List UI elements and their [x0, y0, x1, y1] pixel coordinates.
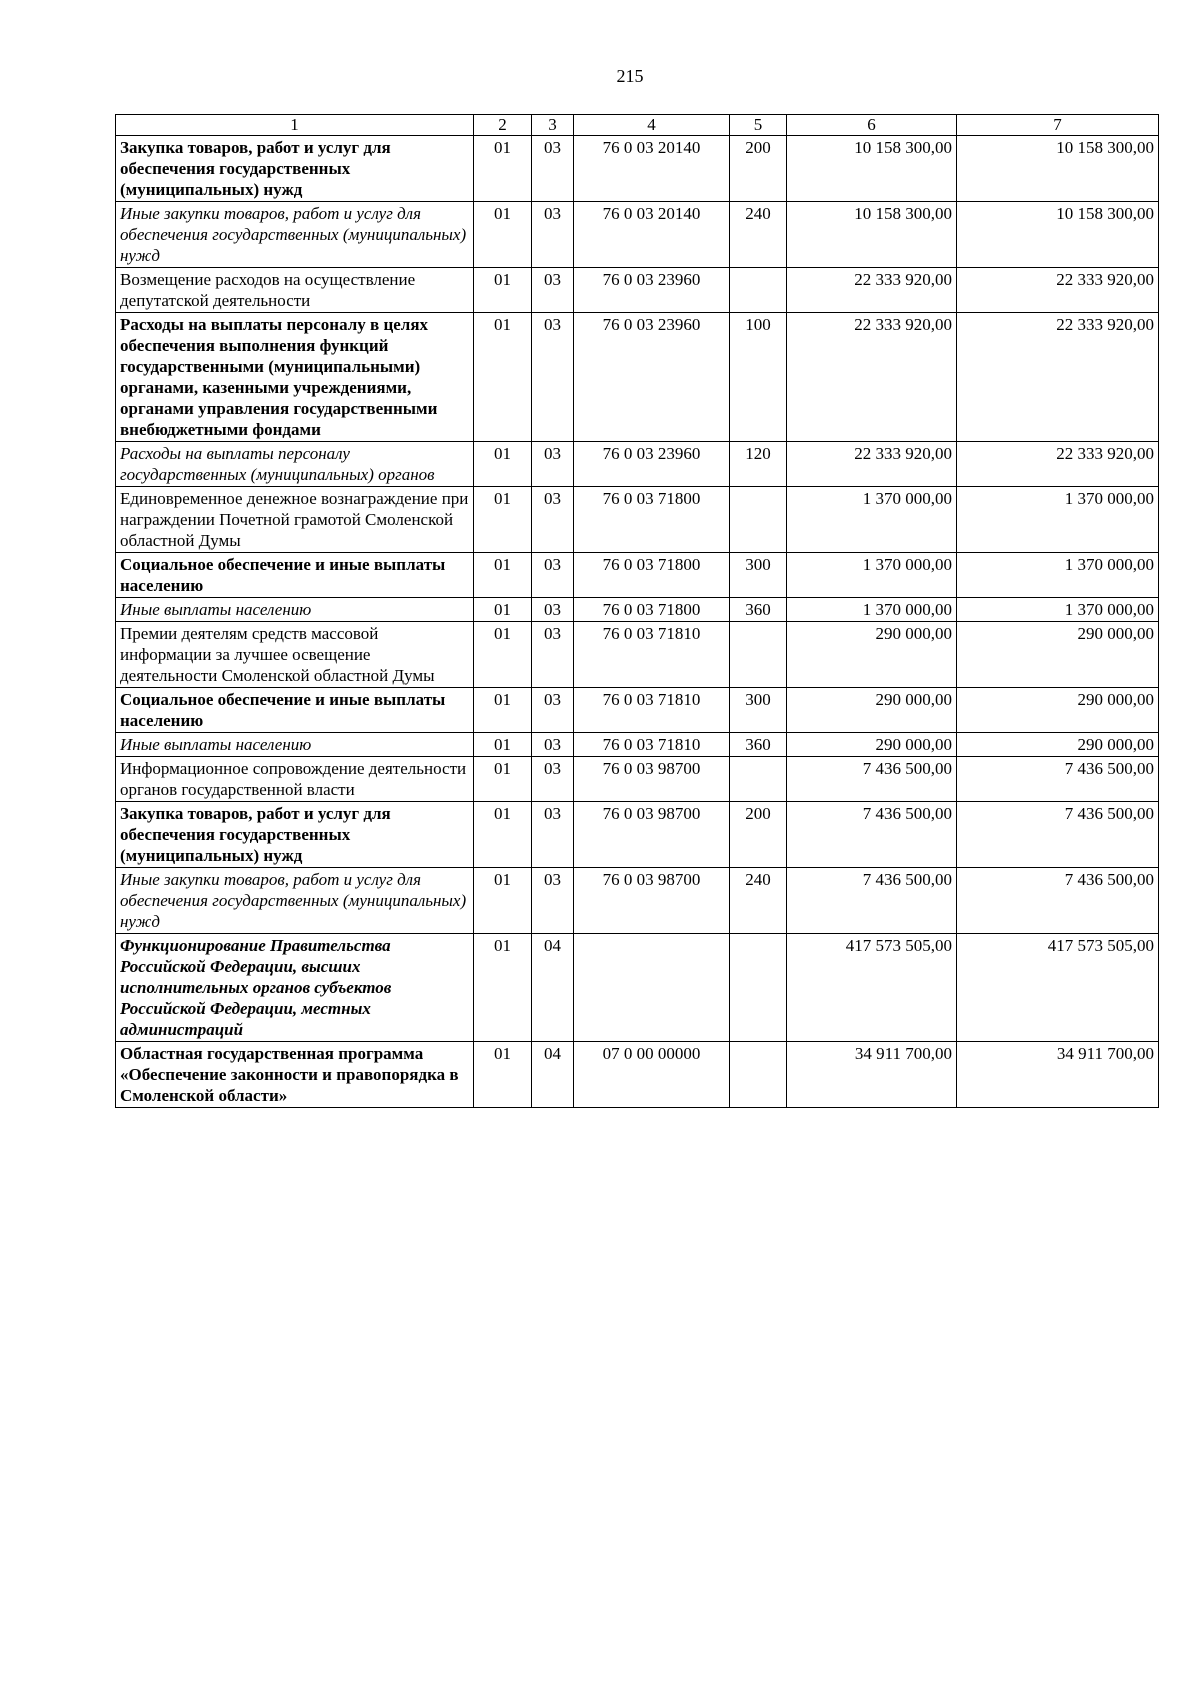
row-expense-type: [730, 934, 787, 1042]
row-description: Иные закупки товаров, работ и услуг для обеспечения государственных (муниципальных) нужд: [116, 868, 474, 934]
row-expense-type: 240: [730, 202, 787, 268]
row-amount-col7: 22 333 920,00: [957, 268, 1159, 313]
row-expense-type: [730, 622, 787, 688]
row-target-code: 76 0 03 71810: [574, 733, 730, 757]
row-subsection-code: 03: [532, 553, 574, 598]
row-subsection-code: 03: [532, 487, 574, 553]
row-subsection-code: 03: [532, 622, 574, 688]
row-description: Областная государственная программа «Обеспечение законности и правопорядка в Смоленской области»: [116, 1042, 474, 1108]
row-amount-col7: 10 158 300,00: [957, 136, 1159, 202]
row-section-code: 01: [474, 136, 532, 202]
row-amount-col6: 10 158 300,00: [787, 136, 957, 202]
row-description: Расходы на выплаты персоналу в целях обеспечения выполнения функций государственными (муниципальными) органами, казенными учреждениями, органами управления государственными внебюджетными фондами: [116, 313, 474, 442]
row-description: Социальное обеспечение и иные выплаты населению: [116, 553, 474, 598]
row-amount-col7: 10 158 300,00: [957, 202, 1159, 268]
row-section-code: 01: [474, 802, 532, 868]
column-header-4: 4: [574, 115, 730, 136]
row-amount-col6: 1 370 000,00: [787, 598, 957, 622]
row-subsection-code: 03: [532, 136, 574, 202]
row-amount-col7: 290 000,00: [957, 622, 1159, 688]
row-amount-col7: 1 370 000,00: [957, 553, 1159, 598]
row-expense-type: 200: [730, 802, 787, 868]
row-amount-col6: 22 333 920,00: [787, 268, 957, 313]
row-expense-type: [730, 268, 787, 313]
table-row: [116, 688, 1159, 733]
row-description: Функционирование Правительства Российской Федерации, высших исполнительных органов субъектов Российской Федерации, местных администраций: [116, 934, 474, 1042]
row-section-code: 01: [474, 688, 532, 733]
row-expense-type: 300: [730, 553, 787, 598]
row-section-code: 01: [474, 313, 532, 442]
row-section-code: 01: [474, 622, 532, 688]
row-expense-type: 300: [730, 688, 787, 733]
table-row: [116, 934, 1159, 1042]
row-subsection-code: 03: [532, 868, 574, 934]
row-target-code: 76 0 03 23960: [574, 268, 730, 313]
row-expense-type: 360: [730, 598, 787, 622]
row-target-code: 76 0 03 20140: [574, 202, 730, 268]
row-description: Иные выплаты населению: [116, 598, 474, 622]
row-amount-col7: 7 436 500,00: [957, 868, 1159, 934]
row-subsection-code: 03: [532, 442, 574, 487]
row-section-code: 01: [474, 268, 532, 313]
table-body: [116, 115, 1159, 1108]
row-amount-col7: 1 370 000,00: [957, 598, 1159, 622]
row-description: Информационное сопровождение деятельности органов государственной власти: [116, 757, 474, 802]
row-target-code: 76 0 03 71800: [574, 487, 730, 553]
page-number: 215: [616, 66, 644, 86]
row-section-code: 01: [474, 934, 532, 1042]
row-amount-col6: 22 333 920,00: [787, 442, 957, 487]
row-subsection-code: 04: [532, 934, 574, 1042]
column-header-6: 6: [787, 115, 957, 136]
row-subsection-code: 04: [532, 1042, 574, 1108]
row-description: Социальное обеспечение и иные выплаты населению: [116, 688, 474, 733]
row-expense-type: [730, 487, 787, 553]
row-target-code: 76 0 03 23960: [574, 313, 730, 442]
table-row: [116, 622, 1159, 688]
row-amount-col7: 7 436 500,00: [957, 757, 1159, 802]
row-expense-type: 240: [730, 868, 787, 934]
table-row: [116, 733, 1159, 757]
row-amount-col6: 7 436 500,00: [787, 868, 957, 934]
row-section-code: 01: [474, 202, 532, 268]
row-subsection-code: 03: [532, 598, 574, 622]
column-header-7: 7: [957, 115, 1159, 136]
row-target-code: 76 0 03 71810: [574, 622, 730, 688]
row-description: Единовременное денежное вознаграждение при награждении Почетной грамотой Смоленской областной Думы: [116, 487, 474, 553]
row-target-code: 76 0 03 71800: [574, 598, 730, 622]
row-amount-col6: 10 158 300,00: [787, 202, 957, 268]
column-header-1: 1: [116, 115, 474, 136]
table-row: [116, 202, 1159, 268]
row-section-code: 01: [474, 757, 532, 802]
row-target-code: 76 0 03 98700: [574, 868, 730, 934]
row-description: Иные закупки товаров, работ и услуг для обеспечения государственных (муниципальных) нужд: [116, 202, 474, 268]
table-row: [116, 598, 1159, 622]
row-description: Иные выплаты населению: [116, 733, 474, 757]
row-target-code: 76 0 03 71810: [574, 688, 730, 733]
row-amount-col6: 417 573 505,00: [787, 934, 957, 1042]
row-section-code: 01: [474, 487, 532, 553]
row-target-code: 07 0 00 00000: [574, 1042, 730, 1108]
row-subsection-code: 03: [532, 688, 574, 733]
table-row: [116, 136, 1159, 202]
table-row: [116, 268, 1159, 313]
table-row: [116, 553, 1159, 598]
row-expense-type: 200: [730, 136, 787, 202]
row-amount-col6: 7 436 500,00: [787, 802, 957, 868]
table-row: [116, 1042, 1159, 1108]
row-amount-col6: 290 000,00: [787, 733, 957, 757]
row-amount-col7: 22 333 920,00: [957, 442, 1159, 487]
row-amount-col7: 7 436 500,00: [957, 802, 1159, 868]
row-amount-col7: 290 000,00: [957, 733, 1159, 757]
row-subsection-code: 03: [532, 802, 574, 868]
table-row: [116, 442, 1159, 487]
row-subsection-code: 03: [532, 313, 574, 442]
row-expense-type: [730, 757, 787, 802]
row-description: Премии деятелям средств массовой информации за лучшее освещение деятельности Смоленской областной Думы: [116, 622, 474, 688]
budget-table: [115, 114, 1159, 1108]
table-row: [116, 802, 1159, 868]
row-expense-type: 100: [730, 313, 787, 442]
row-section-code: 01: [474, 733, 532, 757]
table-row: [116, 757, 1159, 802]
row-target-code: 76 0 03 98700: [574, 802, 730, 868]
row-section-code: 01: [474, 442, 532, 487]
row-target-code: 76 0 03 71800: [574, 553, 730, 598]
row-amount-col7: 1 370 000,00: [957, 487, 1159, 553]
row-expense-type: [730, 1042, 787, 1108]
table-row: [116, 313, 1159, 442]
row-section-code: 01: [474, 598, 532, 622]
row-amount-col6: 1 370 000,00: [787, 487, 957, 553]
row-amount-col6: 290 000,00: [787, 622, 957, 688]
row-subsection-code: 03: [532, 757, 574, 802]
column-header-3: 3: [532, 115, 574, 136]
row-amount-col7: 417 573 505,00: [957, 934, 1159, 1042]
row-description: Закупка товаров, работ и услуг для обеспечения государственных (муниципальных) нужд: [116, 136, 474, 202]
row-section-code: 01: [474, 1042, 532, 1108]
row-amount-col6: 1 370 000,00: [787, 553, 957, 598]
row-amount-col6: 290 000,00: [787, 688, 957, 733]
row-amount-col6: 22 333 920,00: [787, 313, 957, 442]
row-target-code: 76 0 03 23960: [574, 442, 730, 487]
table-row: [116, 487, 1159, 553]
row-section-code: 01: [474, 868, 532, 934]
row-amount-col7: 290 000,00: [957, 688, 1159, 733]
table-header-row: [116, 115, 1159, 136]
column-header-5: 5: [730, 115, 787, 136]
row-subsection-code: 03: [532, 268, 574, 313]
row-section-code: 01: [474, 553, 532, 598]
row-amount-col7: 22 333 920,00: [957, 313, 1159, 442]
row-expense-type: 360: [730, 733, 787, 757]
row-amount-col6: 34 911 700,00: [787, 1042, 957, 1108]
row-description: Возмещение расходов на осуществление депутатской деятельности: [116, 268, 474, 313]
row-subsection-code: 03: [532, 202, 574, 268]
row-subsection-code: 03: [532, 733, 574, 757]
row-target-code: 76 0 03 98700: [574, 757, 730, 802]
column-header-2: 2: [474, 115, 532, 136]
row-amount-col6: 7 436 500,00: [787, 757, 957, 802]
row-description: Закупка товаров, работ и услуг для обеспечения государственных (муниципальных) нужд: [116, 802, 474, 868]
row-target-code: [574, 934, 730, 1042]
row-amount-col7: 34 911 700,00: [957, 1042, 1159, 1108]
row-expense-type: 120: [730, 442, 787, 487]
row-description: Расходы на выплаты персоналу государственных (муниципальных) органов: [116, 442, 474, 487]
row-target-code: 76 0 03 20140: [574, 136, 730, 202]
table-row: [116, 868, 1159, 934]
